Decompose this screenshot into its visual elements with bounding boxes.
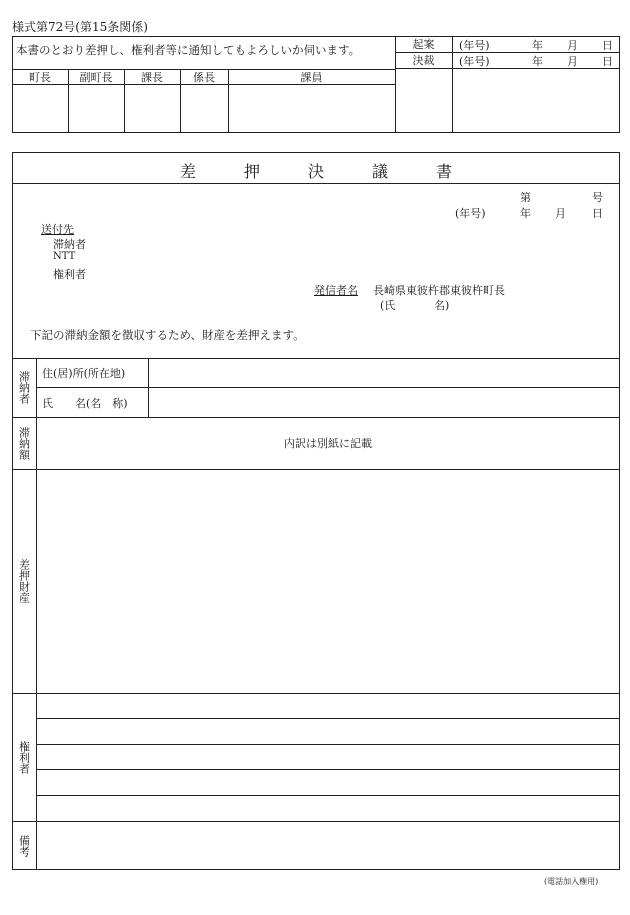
sender-person-open: (氏 <box>380 299 396 312</box>
doc-date-year: 年 <box>520 207 531 220</box>
recipient-rights-holder: 権利者 <box>53 268 86 281</box>
sender-person-close: 名) <box>434 299 450 312</box>
address-label: 住(居)所(所在地) <box>42 367 126 380</box>
decision-era: (年号) <box>459 55 490 68</box>
header-deputy-mayor: 副町長 <box>79 70 113 84</box>
recipients-label: 送付先 <box>41 223 74 236</box>
doc-number-prefix: 第 <box>520 191 531 204</box>
doc-date-era: (年号) <box>455 207 486 220</box>
remarks-row-label: 備考 <box>17 834 31 857</box>
decision-day: 日 <box>602 55 613 68</box>
draft-month: 月 <box>567 39 578 52</box>
draft-era: (年号) <box>459 39 490 52</box>
name-label: 氏 名(名 称) <box>42 397 128 410</box>
draft-label: 起案 <box>412 38 435 51</box>
sender-name: 長崎県東彼杵郡東彼杵町長 <box>373 284 505 297</box>
decision-month: 月 <box>567 55 578 68</box>
amount-row-label: 滞納額 <box>17 426 31 460</box>
header-subsection-chief: 係長 <box>193 70 215 84</box>
decision-label: 決裁 <box>412 54 435 67</box>
taxpayer-row-label: 滞納者 <box>17 371 31 404</box>
statement-text: 下記の滞納金額を徴収するため、財産を差押えます。 <box>30 328 305 342</box>
recipient-taxpayer: 滞納者 <box>53 238 86 251</box>
amount-text: 内訳は別紙に記載 <box>284 437 372 450</box>
approval-block <box>12 36 620 133</box>
main-document <box>12 152 620 870</box>
property-row-label: 差押財産 <box>17 559 31 603</box>
decision-year: 年 <box>532 55 543 68</box>
rights-holder-row-label: 権利者 <box>17 740 31 774</box>
draft-year: 年 <box>532 39 543 52</box>
document-title: 差 押 決 議 書 <box>180 162 453 181</box>
footer-note: (電話加入権用) <box>544 877 599 886</box>
form-number: 様式第72号(第15条関係) <box>12 20 148 34</box>
doc-date-day: 日 <box>592 207 603 220</box>
doc-number-suffix: 号 <box>592 191 603 204</box>
approval-request-text: 本書のとおり差押し、権利者等に通知してもよろしいか伺います。 <box>16 43 361 57</box>
header-mayor: 町長 <box>29 70 51 84</box>
recipient-ntt: NTT <box>53 251 76 262</box>
document-border <box>12 152 620 870</box>
header-staff: 課員 <box>300 70 323 84</box>
doc-date-month: 月 <box>555 207 566 220</box>
sender-label: 発信者名 <box>314 284 358 297</box>
header-section-chief: 課長 <box>141 70 163 84</box>
draft-day: 日 <box>602 39 613 52</box>
